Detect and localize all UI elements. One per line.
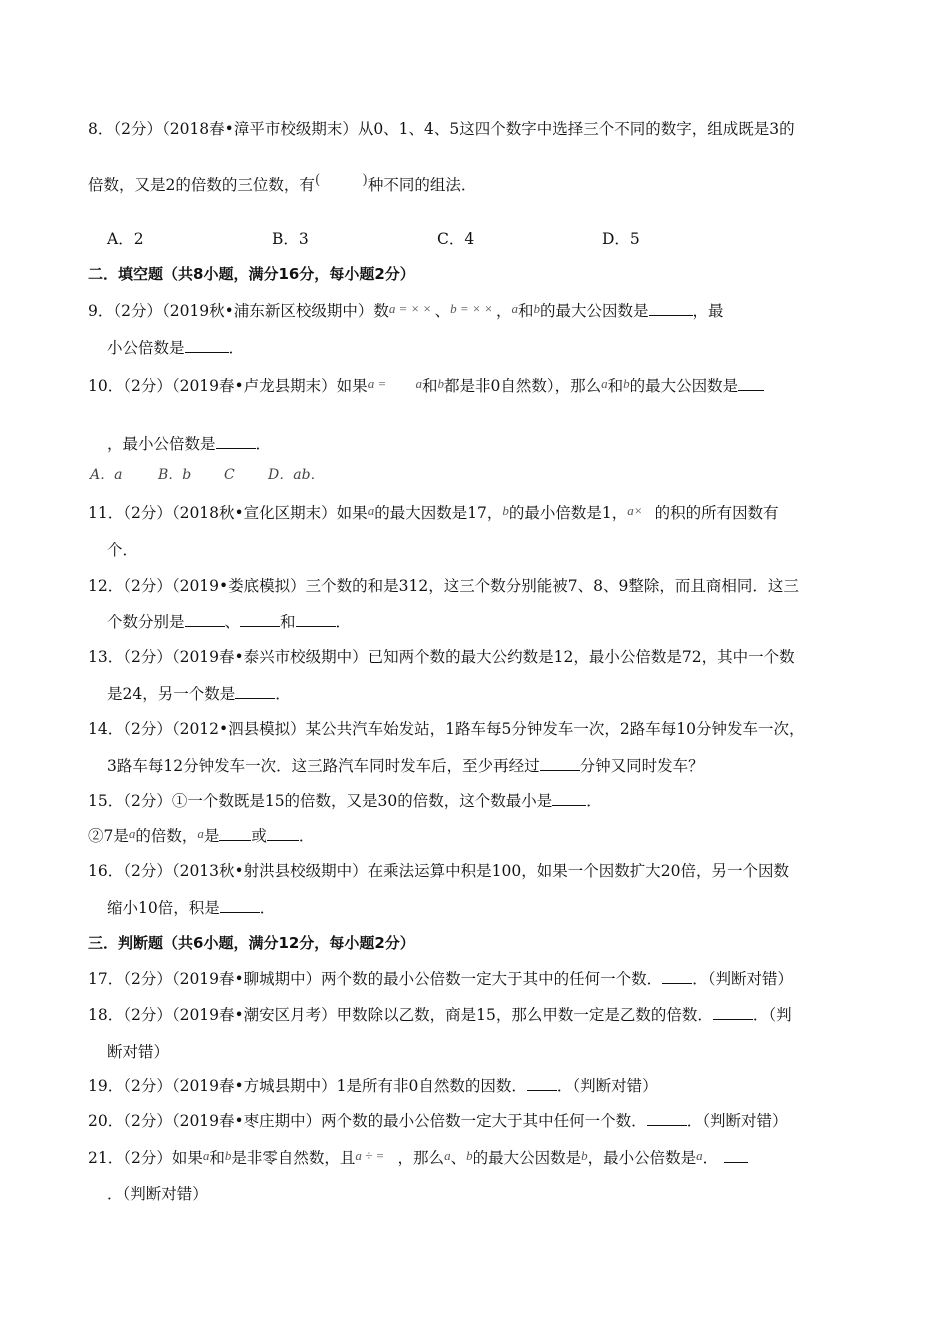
q21-var-a3: a xyxy=(696,1148,703,1163)
q15-blank-1[interactable] xyxy=(552,791,586,806)
q8-options xyxy=(107,229,767,249)
q9-var-a: a xyxy=(511,301,519,316)
q9-text-1: 9．（2分）（2019秋•浦东新区校级期中）数 xyxy=(88,302,389,320)
q12-text-1: 个数分别是 xyxy=(107,613,185,631)
q12-blank-2[interactable] xyxy=(240,612,280,627)
q12-line2 xyxy=(107,612,351,632)
q21-text-6: 的最大公因数是 xyxy=(472,1149,582,1167)
q12-text-2: 、 xyxy=(224,613,241,631)
q16-line1: 16．（2分）（2013秋•射洪县校级期中）在乘法运算中积是100，如果一个因数扩大20倍，另一个因数 xyxy=(88,862,789,880)
q14-text-1: 3路车每12分钟发车一次．这三路汽车同时发车后，至少再经过 xyxy=(107,757,540,775)
q12-blank-1[interactable] xyxy=(185,612,225,627)
q10-var-b: b xyxy=(437,376,444,391)
q15-text-6: 或 xyxy=(251,827,267,845)
q15-text-1: 15．（2分）①一个数既是15的倍数，又是30的倍数，这个数最小是 xyxy=(88,792,553,810)
q19-suffix: ．（判断对错） xyxy=(556,1077,658,1095)
q21-text-3: 是非零自然数，且 xyxy=(231,1149,356,1167)
q16-blank[interactable] xyxy=(220,898,260,913)
q11-text-1: 11．（2分）（2018秋•宣化区期末）如果 xyxy=(88,504,368,522)
q13-line2 xyxy=(107,684,291,704)
q12-line1: 12．（2分）（2019•娄底模拟）三个数的和是312，这三个数分别能被7、8、9整除，而且商相同．这三 xyxy=(88,577,799,595)
q10-text-7: ． xyxy=(255,435,272,453)
q10-text-5: 的最大公因数是 xyxy=(629,377,739,395)
q10-text-6: ，最小公倍数是 xyxy=(107,435,216,453)
q21-blank[interactable] xyxy=(724,1148,748,1163)
q15-line1 xyxy=(88,791,602,811)
q20-suffix: ．（判断对错） xyxy=(686,1112,788,1130)
q11-text-3: 的最小倍数是1， xyxy=(508,504,628,522)
q10-var-b2: b xyxy=(623,376,630,391)
q8-paren-close: ) xyxy=(362,172,368,188)
q10-text-1: 10．（2分）（2019春•卢龙县期末）如果 xyxy=(88,377,368,395)
q20-blank[interactable] xyxy=(647,1111,687,1126)
q21-var-b: b xyxy=(224,1148,232,1163)
q13-text-1: 是24，另一个数是 xyxy=(107,685,236,703)
q21-var-a2: a xyxy=(444,1148,451,1163)
q11-text-2: 的最大因数是17， xyxy=(374,504,503,522)
q10-blank-1[interactable] xyxy=(738,376,764,391)
q19-text: 19．（2分）（2019春•方城县期中）1是所有非0自然数的因数． xyxy=(88,1077,527,1095)
q21-text-2: 和 xyxy=(209,1149,225,1167)
q10-line2 xyxy=(107,434,271,454)
q8-option-b[interactable]: B．3 xyxy=(272,230,309,248)
q11-var-a: a xyxy=(367,503,375,518)
q9-blank-2[interactable] xyxy=(185,338,229,353)
q12-blank-3[interactable] xyxy=(296,612,336,627)
q12-text-4: ． xyxy=(335,613,352,631)
q20-line xyxy=(88,1111,787,1131)
q21-text-8: ． xyxy=(702,1149,719,1167)
q19-blank[interactable] xyxy=(527,1076,557,1091)
q9-blank-1[interactable] xyxy=(649,301,693,316)
q10-choice-d[interactable]: D．ab． xyxy=(268,467,325,483)
q10-choice-c[interactable]: C xyxy=(224,467,235,483)
q13-line1: 13．（2分）（2019春•泰兴市校级期中）已知两个数的最大公约数是12，最小公倍数是72，其中一个数 xyxy=(88,648,795,666)
section-2-heading: 二．填空题（共8小题，满分16分，每小题2分） xyxy=(88,265,415,283)
q9-text-6: ，最 xyxy=(692,302,724,320)
q11-text-4: 的积的所有因数有 xyxy=(654,504,779,522)
q10-text-4: 和 xyxy=(607,377,624,395)
q21-var-a: a xyxy=(202,1148,210,1163)
q13-blank[interactable] xyxy=(235,684,275,699)
q15-text-7: ． xyxy=(298,827,315,845)
q8-line1: 8．（2分）（2018春•漳平市校级期末）从0、1、4、5这四个数字中选择三个不同的数字，组成既是3的 xyxy=(88,120,795,138)
section-3-heading: 三．判断题（共6小题，满分12分，每小题2分） xyxy=(88,934,415,952)
q10-var-a2: a xyxy=(601,376,608,391)
q17-suffix: ．（判断对错） xyxy=(692,970,793,988)
q15-text-4: 的倍数， xyxy=(135,827,198,845)
q21-var-b3: b xyxy=(581,1148,588,1163)
q12-text-3: 和 xyxy=(280,613,296,631)
q9-line1 xyxy=(88,301,724,322)
q10-line1 xyxy=(88,376,764,397)
q21-formula: a ÷ = xyxy=(355,1148,388,1163)
q21-line2: ．（判断对错） xyxy=(107,1185,208,1203)
q18-blank[interactable] xyxy=(713,1005,753,1020)
q9-text-4: 和 xyxy=(518,302,534,320)
q9-text-5: 的最大公因数是 xyxy=(540,302,649,320)
q15-line2 xyxy=(88,826,314,847)
q9-line2 xyxy=(107,338,244,358)
q10-text-3: 都是非0自然数），那么 xyxy=(443,377,602,395)
q15-text-3: ②7是 xyxy=(88,827,129,845)
q19-line xyxy=(88,1076,658,1096)
q16-text-2: ． xyxy=(259,899,276,917)
q13-text-2: ． xyxy=(275,685,291,703)
q8-option-c[interactable]: C．4 xyxy=(437,230,475,248)
q15-var-a2: a xyxy=(197,826,204,841)
q9-text-7: 小公倍数是 xyxy=(107,339,185,357)
q11-var-b: b xyxy=(502,503,509,518)
q10-choices xyxy=(90,465,325,485)
q10-text-2: 和 xyxy=(421,377,438,395)
q17-blank[interactable] xyxy=(662,969,692,984)
q8-text-b: 种不同的组法． xyxy=(367,176,477,194)
q9-formula-b: b = × × xyxy=(450,301,496,316)
q9-text-2: 、 xyxy=(434,302,451,320)
q18-line2: 断对错） xyxy=(107,1043,170,1061)
q16-text-1: 缩小10倍，积是 xyxy=(107,899,220,917)
q8-text-a: 倍数，又是2的倍数的三位数，有 xyxy=(88,176,315,194)
q14-line2 xyxy=(107,756,704,776)
q10-choice-a[interactable]: A．a xyxy=(90,467,123,483)
q21-line1 xyxy=(88,1148,748,1169)
q18-line1 xyxy=(88,1005,792,1025)
q9-var-b: b xyxy=(533,301,541,316)
q17-line xyxy=(88,969,793,989)
q8-paren-open: ( xyxy=(314,172,321,188)
q14-blank[interactable] xyxy=(540,756,580,771)
q14-text-2: 分钟又同时发车？ xyxy=(579,757,704,775)
q11-formula: a× xyxy=(627,503,643,518)
q21-text-7: ，最小公倍数是 xyxy=(587,1149,697,1167)
q18-suffix: ．（判 xyxy=(752,1006,792,1024)
q16-line2 xyxy=(107,898,275,918)
q10-choice-b[interactable]: B．b xyxy=(158,467,192,483)
q10-blank-2[interactable] xyxy=(216,434,256,449)
q9-text-8: ． xyxy=(228,339,245,357)
q14-line1: 14．（2分）（2012•泗县模拟）某公共汽车始发站，1路车每5分钟发车一次，2路车每10分钟发车一次， xyxy=(88,720,805,738)
q9-text-3: ， xyxy=(496,302,512,320)
q18-text: 18．（2分）（2019春•潮安区月考）甲数除以乙数，商是15，那么甲数一定是乙数的倍数． xyxy=(88,1006,713,1024)
q8-option-a[interactable]: A．2 xyxy=(107,230,144,248)
q8-line2 xyxy=(88,172,477,196)
q11-line2: 个． xyxy=(107,541,139,559)
q15-text-2: ． xyxy=(586,792,602,810)
q8-option-d[interactable]: D．5 xyxy=(602,230,640,248)
q10-var-a: a xyxy=(415,376,422,391)
q21-var-b2: b xyxy=(466,1148,473,1163)
q17-text: 17．（2分）（2019春•聊城期中）两个数的最小公倍数一定大于其中的任何一个数． xyxy=(88,970,663,988)
q10-formula: a = xyxy=(367,376,390,391)
q15-var-a: a xyxy=(128,826,136,841)
q21-text-1: 21．（2分）如果 xyxy=(88,1149,203,1167)
q11-line1 xyxy=(88,503,779,524)
q15-blank-3[interactable] xyxy=(267,826,299,841)
q15-blank-2[interactable] xyxy=(219,826,251,841)
q9-formula-a: a = × × xyxy=(388,301,435,316)
q21-text-5: 、 xyxy=(450,1149,467,1167)
q20-text: 20．（2分）（2019春•枣庄期中）两个数的最小公倍数一定大于其中任何一个数． xyxy=(88,1112,647,1130)
q15-text-5: 是 xyxy=(203,827,220,845)
q21-text-4: ，那么 xyxy=(397,1149,445,1167)
